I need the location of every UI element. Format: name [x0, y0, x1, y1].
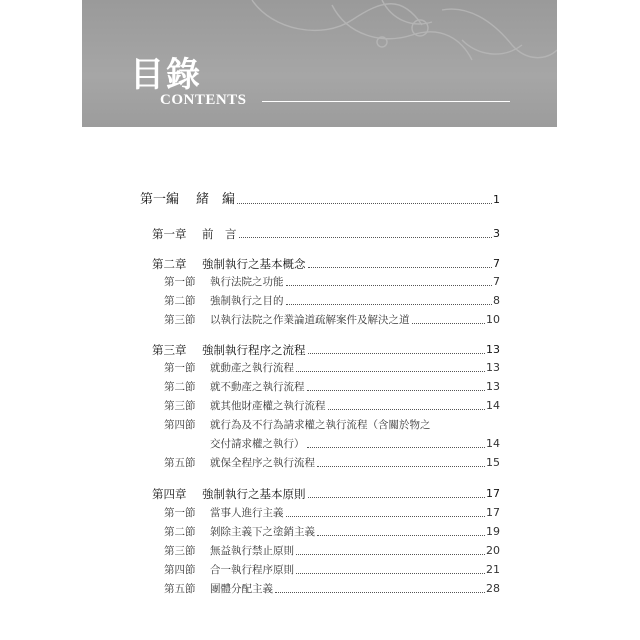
- page-title: 目錄: [130, 55, 202, 95]
- toc-page: 13: [486, 380, 500, 393]
- dot-leader: [308, 267, 493, 268]
- toc-number: 第一編: [140, 192, 180, 207]
- dot-leader: [307, 390, 486, 391]
- toc-number: 第五節: [164, 583, 196, 595]
- toc-section-3-1[interactable]: [164, 360, 500, 376]
- dot-leader: [308, 353, 486, 354]
- toc-section-3-5[interactable]: [164, 455, 500, 471]
- toc-title: 就動產之執行流程: [210, 362, 294, 374]
- toc-chapter-3[interactable]: [152, 342, 500, 358]
- toc-page: 21: [486, 563, 500, 576]
- toc-chapter-2[interactable]: [152, 256, 500, 272]
- dot-leader: [296, 371, 485, 372]
- toc-page: 20: [486, 544, 500, 557]
- toc-section-2-2[interactable]: [164, 293, 500, 309]
- dot-leader: [308, 497, 486, 498]
- dot-leader: [237, 203, 492, 204]
- toc-number: 第三節: [164, 314, 196, 326]
- toc-number: 第四節: [164, 419, 196, 431]
- toc-title: 緒 編: [196, 192, 236, 207]
- dot-leader: [286, 516, 486, 517]
- title-divider: [262, 101, 510, 102]
- toc-page: 10: [486, 313, 500, 326]
- toc-page: 1: [493, 193, 500, 206]
- toc-section-4-5[interactable]: [164, 581, 500, 597]
- toc-number: 第一節: [164, 507, 196, 519]
- toc-chapter-4[interactable]: [152, 486, 500, 502]
- toc-page: 19: [486, 525, 500, 538]
- toc-title: 強制執行之基本原則: [202, 487, 306, 501]
- toc-section-2-3[interactable]: [164, 312, 500, 328]
- toc-number: 第一節: [164, 362, 196, 374]
- toc-section-3-4[interactable]: [164, 417, 431, 433]
- toc-part-1[interactable]: [140, 192, 500, 208]
- toc-section-3-3[interactable]: [164, 398, 500, 414]
- toc-page: 3: [493, 227, 500, 240]
- toc-section-4-1[interactable]: [164, 505, 500, 521]
- toc-number: 第一節: [164, 276, 196, 288]
- toc-title: 執行法院之功能: [210, 276, 284, 288]
- toc-page: 28: [486, 582, 500, 595]
- dot-leader: [286, 304, 493, 305]
- toc-number: 第三節: [164, 545, 196, 557]
- toc-section-4-3[interactable]: [164, 543, 500, 559]
- toc-page: 17: [486, 506, 500, 519]
- toc-page: 14: [486, 437, 500, 450]
- toc-title-continued: 交付請求權之執行）: [210, 438, 305, 450]
- toc-number: 第五節: [164, 457, 196, 469]
- toc-page: 17: [486, 487, 500, 500]
- toc-title: 就其他財產權之執行流程: [210, 400, 326, 412]
- toc-number: 第四節: [164, 564, 196, 576]
- toc-title: 剝除主義下之塗銷主義: [210, 526, 315, 538]
- toc-page: 7: [493, 257, 500, 270]
- page-subtitle: CONTENTS: [160, 92, 247, 108]
- toc-number: 第二節: [164, 381, 196, 393]
- dot-leader: [412, 323, 486, 324]
- toc-number: 第三章: [152, 343, 187, 357]
- toc-section-3-4-continued[interactable]: [210, 436, 500, 452]
- toc-title: 前 言: [202, 227, 237, 241]
- dot-leader: [317, 466, 485, 467]
- toc-number: 第二節: [164, 295, 196, 307]
- toc-section-4-2[interactable]: [164, 524, 500, 540]
- dot-leader: [296, 573, 485, 574]
- dot-leader: [275, 592, 485, 593]
- toc-number: 第二章: [152, 257, 187, 271]
- dot-leader: [317, 535, 485, 536]
- toc-number: 第一章: [152, 227, 187, 241]
- toc-title: 就不動產之執行流程: [210, 381, 305, 393]
- toc-section-3-2[interactable]: [164, 379, 500, 395]
- toc-page: 13: [486, 343, 500, 356]
- toc-number: 第四章: [152, 487, 187, 501]
- toc-title: 強制執行之基本概念: [202, 257, 306, 271]
- toc-page: 7: [493, 275, 500, 288]
- toc-page: 15: [486, 456, 500, 469]
- toc-title: 無益執行禁止原則: [210, 545, 294, 557]
- dot-leader: [239, 237, 493, 238]
- toc-page: 8: [493, 294, 500, 307]
- header-banner: [82, 0, 557, 127]
- toc-section-4-4[interactable]: [164, 562, 500, 578]
- toc-number: 第三節: [164, 400, 196, 412]
- dot-leader: [296, 554, 485, 555]
- toc-page: 13: [486, 361, 500, 374]
- toc-title: 合一執行程序原則: [210, 564, 294, 576]
- toc-title: 就行為及不行為請求權之執行流程（含關於物之: [210, 419, 431, 431]
- toc-number: 第二節: [164, 526, 196, 538]
- toc-title: 當事人進行主義: [210, 507, 284, 519]
- toc-title: 強制執行之目的: [210, 295, 284, 307]
- toc-chapter-1[interactable]: [152, 226, 500, 242]
- dot-leader: [328, 409, 486, 410]
- toc-title: 以執行法院之作業論道疏解案件及解決之道: [210, 314, 410, 326]
- toc-title: 強制執行程序之流程: [202, 343, 306, 357]
- toc-section-2-1[interactable]: [164, 274, 500, 290]
- dot-leader: [307, 447, 486, 448]
- toc-title: 就保全程序之執行流程: [210, 457, 315, 469]
- dot-leader: [286, 285, 493, 286]
- toc-title: 團體分配主義: [210, 583, 273, 595]
- toc-page: 14: [486, 399, 500, 412]
